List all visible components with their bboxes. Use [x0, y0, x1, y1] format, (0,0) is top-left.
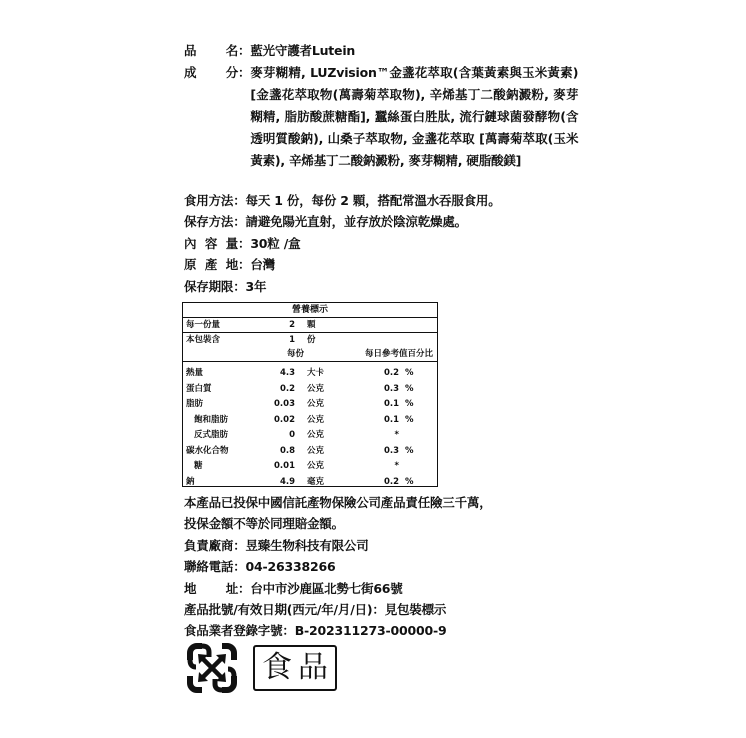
- nutrient-value: 0.03: [274, 399, 295, 409]
- nutrient-row: [183, 397, 437, 413]
- product-name-label: [184, 40, 238, 62]
- nutrient-name: 鈉: [186, 476, 195, 487]
- nutrient-row: [183, 475, 437, 491]
- manufacturer-row: [184, 535, 492, 556]
- food-mark: 食品: [253, 645, 337, 691]
- servings-value: 1: [289, 335, 295, 345]
- usage-info: [184, 190, 501, 297]
- registration-value: B-202311273-00000-9: [294, 623, 447, 639]
- storage-value: 請避免陽光直射，並存放於陰涼乾燥處。: [245, 214, 467, 230]
- column-header-row: [183, 347, 437, 362]
- manufacturer-value: 昱臻生物科技有限公司: [245, 537, 369, 553]
- product-info: [184, 40, 578, 172]
- servings-unit: 份: [307, 335, 316, 345]
- colon: ：: [233, 214, 246, 230]
- servings-label: 本包裝含: [186, 335, 221, 345]
- batch-value: 見包裝標示: [384, 601, 447, 617]
- label-char: 量: [225, 235, 238, 251]
- batch-row: [184, 599, 492, 620]
- nutrient-pct: %: [405, 445, 414, 456]
- nutrient-name: 飽和脂肪: [194, 414, 229, 425]
- origin-value: 台灣: [250, 257, 275, 273]
- phone-row: [184, 556, 492, 577]
- registration-label: 食品業者登錄字號: [184, 623, 283, 639]
- insurance-line-1: 本產品已投保中國信託產物保險公司產品責任險三千萬，: [184, 495, 492, 510]
- origin-label: [184, 254, 238, 275]
- nutrient-name: 脂肪: [186, 399, 204, 409]
- colon: ：: [238, 43, 251, 58]
- label-char: 址: [225, 580, 238, 596]
- nutrient-value: 4.9: [279, 476, 295, 487]
- colon: ：: [238, 235, 251, 251]
- nutrient-unit: 大卡: [307, 368, 325, 378]
- label-char: 地: [184, 580, 197, 596]
- nutrient-value: 0: [289, 430, 295, 440]
- nutrient-dv: 0.3: [383, 383, 399, 394]
- address-value: 台中市沙鹿區北勢七街66號: [250, 580, 403, 596]
- nutrient-dv: 0.2: [383, 368, 399, 378]
- nutrient-name: 碳水化合物: [186, 445, 229, 456]
- batch-label: 產品批號/有效日期(西元/年/月/日): [184, 601, 373, 617]
- origin-row: [184, 254, 501, 275]
- nutrient-dv: *: [394, 461, 399, 471]
- product-name-row: [184, 40, 578, 62]
- content-value: 30粒 /盒: [250, 235, 301, 251]
- colon: ：: [233, 278, 246, 294]
- serving-size-label: 每一份量: [186, 320, 221, 330]
- colon: ：: [372, 601, 385, 617]
- usage-value: 每天 1 份，每份 2 顆，搭配常溫水吞服食用。: [245, 193, 501, 208]
- label-char: 原: [184, 257, 197, 273]
- label-char: 品: [184, 43, 197, 58]
- nutrient-rows: [183, 366, 437, 490]
- nutrient-unit: 公克: [307, 399, 325, 409]
- usage-label: 食用方法: [184, 193, 234, 208]
- storage-label: 保存方法: [184, 214, 234, 230]
- nutrition-title: 營養標示: [183, 303, 437, 318]
- nutrition-table: [182, 302, 438, 487]
- recycle-icon: [187, 643, 237, 693]
- nutrient-value: 0.01: [274, 461, 295, 471]
- insurance-line-2: 投保金額不等於同理賠金額。: [184, 516, 344, 532]
- shelf-life-value: 3年: [245, 278, 267, 294]
- label-char: 內: [184, 235, 197, 251]
- nutrient-pct: %: [405, 399, 414, 409]
- serving-size-row: [183, 318, 437, 333]
- manufacturer-label: 負責廠商: [184, 537, 234, 553]
- company-info: [184, 492, 492, 642]
- nutrient-row: [183, 459, 437, 475]
- nutrient-dv: 0.2: [383, 476, 399, 487]
- label-char: 成: [184, 65, 197, 80]
- shelf-life-label: 保存期限: [184, 278, 234, 294]
- nutrient-name: 熱量: [186, 368, 204, 378]
- phone-label: 聯絡電話: [184, 559, 234, 575]
- address-row: [184, 578, 492, 599]
- nutrient-name: 蛋白質: [186, 383, 212, 394]
- nutrient-row: [183, 413, 437, 429]
- nutrient-pct: %: [405, 476, 414, 487]
- colon: ：: [282, 623, 295, 639]
- colon: ：: [233, 559, 246, 575]
- label-char: 容: [204, 235, 218, 251]
- nutrient-value: 0.8: [279, 445, 295, 456]
- registration-row: [184, 620, 492, 641]
- nutrient-unit: 公克: [307, 430, 325, 440]
- product-name-value: 藍光守護者Lutein: [250, 43, 356, 58]
- label-char: 產: [204, 257, 218, 273]
- serving-size-unit: 顆: [307, 320, 316, 330]
- label-char: 分: [225, 65, 238, 80]
- nutrient-pct: %: [405, 414, 414, 425]
- certification-marks: [187, 643, 337, 693]
- colon: ：: [233, 193, 246, 208]
- content-label: [184, 233, 238, 254]
- ingredients-row: [184, 62, 578, 172]
- colon: ：: [238, 580, 251, 596]
- phone-value: 04-26338266: [245, 559, 336, 575]
- nutrient-row: [183, 366, 437, 382]
- nutrient-dv: 0.3: [383, 445, 399, 456]
- nutrient-value: 0.2: [279, 383, 295, 394]
- nutrient-row: [183, 444, 437, 460]
- nutrient-unit: 毫克: [307, 476, 325, 487]
- nutrient-unit: 公克: [307, 445, 325, 456]
- nutrient-pct: %: [405, 368, 414, 378]
- colon: ：: [238, 65, 251, 80]
- nutrient-pct: %: [405, 383, 414, 394]
- storage-row: [184, 211, 501, 232]
- nutrient-unit: 公克: [307, 383, 325, 394]
- colon: ：: [233, 537, 246, 553]
- nutrient-value: 0.02: [274, 414, 295, 425]
- usage-row: [184, 190, 501, 211]
- nutrient-row: [183, 382, 437, 398]
- label-char: 名: [225, 43, 238, 58]
- daily-value-header: 每日參考值百分比: [364, 349, 433, 359]
- servings-row: [183, 333, 437, 347]
- nutrient-unit: 公克: [307, 461, 325, 471]
- nutrient-value: 4.3: [279, 368, 295, 378]
- address-label: [184, 578, 238, 599]
- colon: ：: [238, 257, 251, 273]
- shelf-life-row: [184, 276, 501, 297]
- serving-size-value: 2: [289, 320, 295, 330]
- nutrient-unit: 公克: [307, 414, 325, 425]
- nutrient-name: 糖: [194, 461, 203, 471]
- per-serving-header: 每份: [287, 349, 305, 359]
- content-row: [184, 233, 501, 254]
- nutrient-row: [183, 428, 437, 444]
- ingredients-label: [184, 62, 238, 84]
- nutrient-dv: 0.1: [383, 399, 399, 409]
- nutrient-dv: 0.1: [383, 414, 399, 425]
- nutrient-name: 反式脂肪: [194, 430, 229, 440]
- nutrient-dv: *: [394, 430, 399, 440]
- label-char: 地: [225, 257, 238, 273]
- ingredients-value: 麥芽糊精, LUZvision™金盞花萃取(含葉黃素與玉米黃素) [金盞花萃取物(萬壽菊萃取物), 辛烯基丁二酸鈉澱粉, 麥芽糊精, 脂肪酸蔗糖酯], 蠶絲蛋白胜肽, 流行鏈球菌發酵物(含透明質酸鈉), 山桑子萃取物, 金盞花萃取 [萬壽菊萃取(玉米黃素), 辛烯基丁二酸鈉澱粉, 麥芽糊精, 硬脂酸鎂]: [250, 65, 579, 168]
